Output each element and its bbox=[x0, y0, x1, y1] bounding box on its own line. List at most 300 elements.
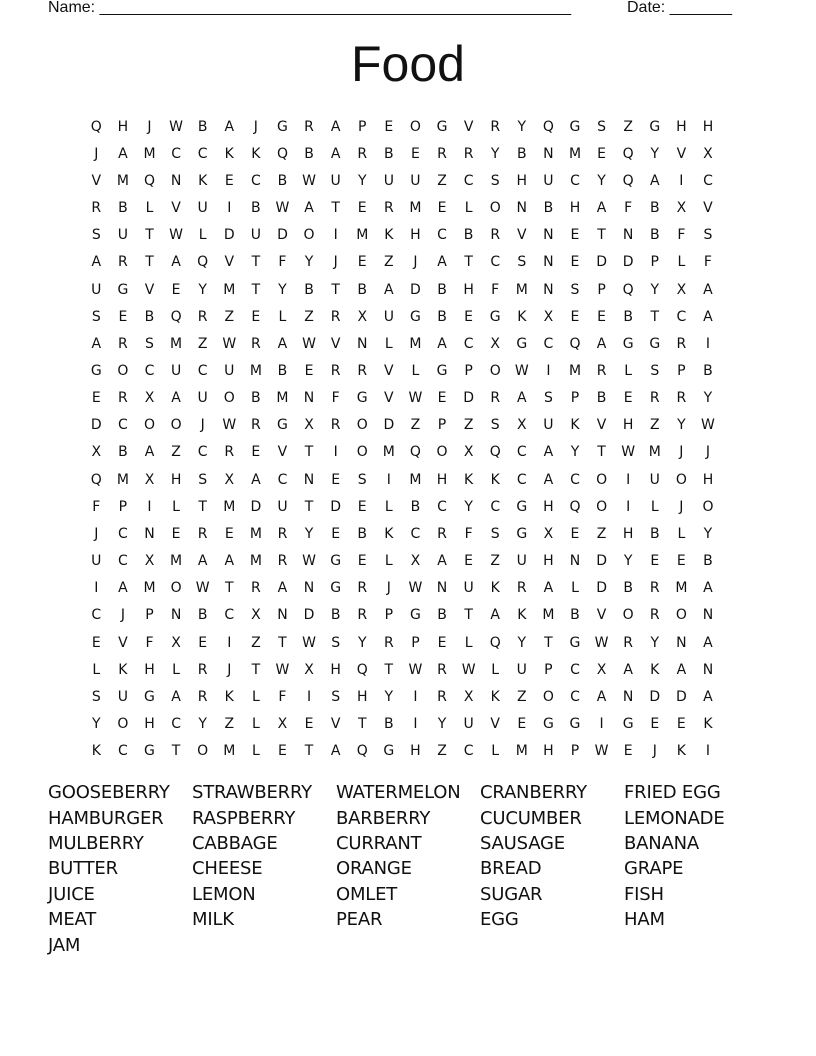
grid-letter: D bbox=[596, 580, 607, 597]
grid-letter: Y bbox=[437, 716, 447, 733]
grid-letter: I bbox=[333, 227, 338, 244]
grid-letter: H bbox=[117, 118, 129, 135]
grid-letter: B bbox=[384, 716, 394, 733]
grid-letter: O bbox=[223, 390, 235, 407]
word-list-item: BANANA bbox=[624, 832, 700, 854]
grid-letter: T bbox=[145, 227, 154, 244]
grid-letter: N bbox=[170, 172, 182, 189]
grid-letter: E bbox=[357, 254, 367, 271]
grid-letter: M bbox=[675, 580, 688, 597]
grid-letter: M bbox=[356, 227, 369, 244]
grid-letter: Y bbox=[570, 444, 580, 461]
grid-letter: A bbox=[596, 335, 607, 352]
grid-letter: V bbox=[224, 254, 235, 271]
grid-letter: M bbox=[116, 471, 129, 488]
grid-letter: G bbox=[569, 118, 581, 135]
grid-letter: C bbox=[118, 417, 128, 434]
grid-letter: J bbox=[333, 254, 338, 271]
word-list-item: MEAT bbox=[48, 909, 97, 931]
grid-letter: R bbox=[357, 145, 368, 162]
grid-letter: N bbox=[543, 227, 554, 244]
grid-letter: K bbox=[650, 661, 660, 678]
grid-letter: Y bbox=[703, 390, 713, 407]
grid-letter: S bbox=[650, 362, 660, 379]
grid-letter: E bbox=[224, 525, 234, 542]
grid-letter: B bbox=[277, 362, 288, 379]
grid-letter: G bbox=[622, 335, 634, 352]
grid-letter: X bbox=[517, 417, 527, 434]
grid-letter: E bbox=[171, 281, 181, 298]
word-list-item: PEAR bbox=[336, 909, 383, 931]
word-list-item: FISH bbox=[624, 883, 664, 905]
grid-letter: Y bbox=[304, 254, 314, 271]
grid-letter: R bbox=[250, 580, 261, 597]
grid-letter: A bbox=[703, 580, 713, 597]
grid-letter: R bbox=[490, 118, 501, 135]
grid-letter: N bbox=[303, 390, 315, 407]
grid-letter: U bbox=[277, 498, 288, 515]
grid-letter: H bbox=[144, 661, 155, 678]
grid-letter: M bbox=[143, 580, 156, 597]
grid-letter: K bbox=[224, 145, 234, 162]
grid-letter: Q bbox=[409, 444, 421, 461]
grid-letter: A bbox=[596, 688, 607, 705]
grid-row bbox=[83, 412, 721, 439]
grid-letter: U bbox=[91, 281, 102, 298]
grid-letter: O bbox=[197, 743, 209, 760]
grid-letter: J bbox=[679, 444, 684, 461]
grid-letter: C bbox=[197, 145, 208, 162]
grid-letter: V bbox=[384, 390, 394, 407]
grid-letter: Q bbox=[489, 444, 501, 461]
grid-letter: T bbox=[251, 661, 261, 678]
grid-letter: A bbox=[91, 335, 102, 352]
grid-letter: B bbox=[623, 308, 633, 325]
grid-letter: O bbox=[702, 498, 714, 515]
grid-letter: A bbox=[277, 580, 288, 597]
grid-letter: P bbox=[650, 254, 659, 271]
grid-letter: R bbox=[490, 227, 501, 244]
grid-letter: A bbox=[277, 335, 288, 352]
grid-letter: T bbox=[304, 444, 314, 461]
grid-letter: Z bbox=[197, 335, 208, 352]
grid-row bbox=[83, 466, 721, 493]
grid-letter: P bbox=[570, 743, 580, 760]
grid-letter: Q bbox=[90, 118, 102, 135]
grid-letter: X bbox=[144, 553, 155, 570]
grid-letter: N bbox=[622, 227, 634, 244]
grid-letter: H bbox=[622, 417, 634, 434]
grid-letter: S bbox=[91, 308, 101, 325]
grid-letter: M bbox=[249, 525, 262, 542]
grid-row bbox=[83, 194, 721, 221]
grid-letter: R bbox=[330, 362, 341, 379]
word-list-item: STRAWBERRY bbox=[192, 782, 312, 804]
grid-letter: Q bbox=[489, 634, 501, 651]
grid-letter: A bbox=[171, 254, 181, 271]
grid-letter: O bbox=[675, 607, 687, 624]
grid-letter: E bbox=[623, 743, 633, 760]
grid-letter: G bbox=[649, 118, 661, 135]
grid-letter: S bbox=[91, 688, 101, 705]
grid-letter: S bbox=[145, 335, 154, 352]
grid-letter: Y bbox=[517, 634, 527, 651]
letter-grid bbox=[83, 113, 721, 765]
word-list-row bbox=[48, 932, 768, 957]
grid-letter: M bbox=[276, 390, 289, 407]
grid-letter: T bbox=[464, 254, 473, 271]
grid-letter: E bbox=[597, 145, 606, 162]
grid-letter: M bbox=[382, 444, 395, 461]
grid-letter: V bbox=[596, 417, 607, 434]
grid-letter: I bbox=[306, 688, 312, 705]
grid-letter: N bbox=[543, 281, 554, 298]
grid-letter: Z bbox=[410, 417, 421, 434]
grid-letter: R bbox=[197, 308, 208, 325]
grid-letter: L bbox=[571, 580, 579, 597]
word-list-item: SUGAR bbox=[480, 883, 543, 905]
page-title: Food bbox=[351, 36, 465, 92]
grid-letter: I bbox=[679, 172, 684, 189]
grid-letter: T bbox=[251, 281, 261, 298]
grid-letter: E bbox=[304, 362, 314, 379]
grid-letter: L bbox=[92, 661, 101, 678]
grid-letter: Y bbox=[357, 634, 367, 651]
grid-letter: Q bbox=[197, 254, 209, 271]
grid-letter: Y bbox=[278, 281, 287, 298]
grid-letter: Z bbox=[463, 417, 474, 434]
grid-letter: A bbox=[330, 145, 341, 162]
grid-letter: A bbox=[91, 254, 102, 271]
grid-letter: I bbox=[333, 444, 338, 461]
grid-letter: D bbox=[90, 417, 102, 434]
grid-letter: U bbox=[383, 308, 394, 325]
grid-letter: H bbox=[436, 471, 448, 488]
grid-letter: R bbox=[118, 335, 128, 352]
grid-letter: O bbox=[409, 118, 421, 135]
grid-letter: I bbox=[413, 716, 418, 733]
grid-letter: U bbox=[117, 688, 129, 705]
grid-letter: O bbox=[117, 362, 129, 379]
grid-letter: V bbox=[596, 607, 607, 624]
grid-letter: W bbox=[222, 417, 237, 434]
grid-letter: J bbox=[120, 607, 125, 624]
grid-letter: O bbox=[489, 362, 501, 379]
grid-letter: U bbox=[649, 471, 660, 488]
grid-letter: A bbox=[703, 281, 713, 298]
grid-letter: E bbox=[278, 743, 287, 760]
grid-letter: O bbox=[436, 444, 448, 461]
grid-letter: E bbox=[570, 227, 580, 244]
name-field-label: Name: _____________________________________________________ bbox=[48, 0, 572, 16]
grid-letter: E bbox=[171, 525, 181, 542]
grid-letter: Q bbox=[622, 172, 634, 189]
grid-letter: L bbox=[251, 688, 260, 705]
grid-letter: N bbox=[569, 553, 581, 570]
grid-letter: L bbox=[491, 661, 500, 678]
grid-letter: J bbox=[652, 743, 657, 760]
grid-letter: T bbox=[278, 634, 287, 651]
grid-letter: X bbox=[463, 688, 474, 705]
grid-row bbox=[83, 249, 721, 276]
grid-letter: M bbox=[249, 362, 262, 379]
grid-letter: C bbox=[144, 362, 155, 379]
grid-letter: P bbox=[145, 607, 154, 624]
grid-letter: R bbox=[623, 634, 634, 651]
word-list-row bbox=[48, 856, 768, 881]
grid-letter: I bbox=[599, 716, 604, 733]
grid-letter: X bbox=[543, 308, 554, 325]
grid-letter: U bbox=[224, 362, 235, 379]
grid-letter: F bbox=[491, 281, 500, 298]
grid-letter: P bbox=[118, 498, 128, 515]
word-list-item: LEMONADE bbox=[624, 807, 725, 829]
grid-row bbox=[83, 548, 721, 575]
grid-letter: Y bbox=[304, 525, 314, 542]
grid-letter: X bbox=[304, 417, 314, 434]
grid-letter: L bbox=[278, 308, 287, 325]
grid-letter: C bbox=[171, 145, 181, 162]
grid-letter: B bbox=[649, 525, 660, 542]
grid-letter: R bbox=[383, 200, 394, 217]
grid-letter: I bbox=[705, 335, 711, 352]
grid-letter: E bbox=[251, 444, 261, 461]
grid-letter: K bbox=[517, 607, 527, 624]
grid-letter: V bbox=[384, 362, 394, 379]
grid-letter: G bbox=[144, 743, 155, 760]
grid-letter: B bbox=[437, 308, 447, 325]
grid-letter: G bbox=[90, 362, 102, 379]
grid-letter: C bbox=[437, 227, 447, 244]
grid-letter: B bbox=[463, 227, 474, 244]
grid-letter: A bbox=[118, 145, 128, 162]
grid-letter: X bbox=[144, 390, 155, 407]
grid-letter: S bbox=[490, 172, 500, 189]
word-list-item: MILK bbox=[192, 909, 234, 931]
word-list-item: CUCUMBER bbox=[480, 807, 582, 829]
grid-letter: D bbox=[649, 688, 661, 705]
grid-letter: J bbox=[147, 118, 152, 135]
grid-letter: O bbox=[489, 200, 501, 217]
grid-letter: R bbox=[330, 308, 341, 325]
grid-letter: H bbox=[463, 281, 474, 298]
grid-letter: R bbox=[383, 634, 394, 651]
grid-letter: Y bbox=[703, 525, 713, 542]
grid-letter: J bbox=[413, 254, 418, 271]
grid-row bbox=[83, 140, 721, 167]
grid-letter: T bbox=[224, 580, 234, 597]
grid-letter: P bbox=[358, 118, 367, 135]
grid-letter: X bbox=[91, 444, 102, 461]
word-list-item: BARBERRY bbox=[336, 807, 431, 829]
grid-letter: E bbox=[623, 390, 633, 407]
grid-letter: Z bbox=[171, 444, 181, 461]
grid-letter: O bbox=[143, 417, 155, 434]
grid-letter: Q bbox=[569, 335, 581, 352]
grid-row bbox=[83, 656, 721, 683]
grid-letter: G bbox=[516, 525, 528, 542]
grid-letter: O bbox=[170, 417, 182, 434]
word-list-item: ORANGE bbox=[336, 858, 412, 880]
grid-row bbox=[83, 439, 721, 466]
grid-letter: R bbox=[250, 335, 261, 352]
grid-letter: Y bbox=[623, 553, 633, 570]
grid-letter: A bbox=[543, 471, 554, 488]
grid-letter: W bbox=[302, 172, 316, 189]
grid-letter: K bbox=[384, 525, 394, 542]
grid-letter: E bbox=[517, 716, 527, 733]
grid-letter: P bbox=[411, 634, 420, 651]
grid-letter: O bbox=[675, 471, 687, 488]
grid-letter: P bbox=[677, 362, 686, 379]
grid-letter: R bbox=[490, 390, 501, 407]
grid-letter: R bbox=[649, 390, 660, 407]
grid-letter: Q bbox=[356, 743, 368, 760]
grid-letter: H bbox=[702, 118, 714, 135]
grid-letter: D bbox=[410, 281, 421, 298]
grid-letter: Y bbox=[650, 281, 660, 298]
grid-letter: E bbox=[331, 525, 341, 542]
grid-letter: R bbox=[304, 118, 314, 135]
grid-letter: N bbox=[676, 634, 687, 651]
grid-letter: E bbox=[91, 390, 101, 407]
grid-row bbox=[83, 276, 721, 303]
word-list-item: BREAD bbox=[480, 858, 542, 880]
grid-letter: W bbox=[302, 553, 316, 570]
grid-letter: D bbox=[675, 688, 687, 705]
grid-letter: H bbox=[170, 471, 182, 488]
grid-letter: E bbox=[384, 118, 394, 135]
grid-letter: I bbox=[705, 743, 711, 760]
grid-letter: R bbox=[118, 254, 128, 271]
grid-letter: E bbox=[570, 308, 580, 325]
grid-letter: L bbox=[251, 743, 260, 760]
grid-letter: N bbox=[170, 607, 182, 624]
word-list-item: OMLET bbox=[336, 883, 398, 905]
grid-letter: R bbox=[676, 335, 687, 352]
grid-letter: A bbox=[330, 118, 341, 135]
grid-letter: G bbox=[383, 743, 395, 760]
grid-letter: B bbox=[118, 444, 128, 461]
grid-letter: Y bbox=[650, 145, 660, 162]
grid-letter: N bbox=[144, 525, 155, 542]
word-list-item: HAMBURGER bbox=[48, 807, 164, 829]
word-list-item: LEMON bbox=[192, 883, 256, 905]
grid-letter: N bbox=[543, 254, 554, 271]
grid-row bbox=[83, 602, 721, 629]
grid-letter: B bbox=[118, 200, 128, 217]
grid-letter: W bbox=[169, 227, 183, 244]
grid-letter: N bbox=[303, 471, 315, 488]
grid-letter: X bbox=[171, 634, 181, 651]
grid-letter: B bbox=[516, 145, 527, 162]
grid-letter: A bbox=[703, 634, 713, 651]
grid-letter: T bbox=[384, 661, 394, 678]
grid-letter: R bbox=[224, 444, 235, 461]
grid-letter: Y bbox=[490, 145, 500, 162]
grid-letter: B bbox=[330, 607, 341, 624]
grid-letter: B bbox=[649, 200, 660, 217]
grid-letter: M bbox=[223, 498, 236, 515]
grid-letter: C bbox=[463, 172, 474, 189]
grid-letter: U bbox=[197, 200, 208, 217]
grid-letter: G bbox=[569, 634, 581, 651]
grid-row bbox=[83, 222, 721, 249]
grid-letter: X bbox=[490, 335, 500, 352]
grid-letter: T bbox=[650, 308, 660, 325]
grid-letter: U bbox=[543, 417, 554, 434]
grid-letter: D bbox=[330, 498, 342, 515]
grid-letter: T bbox=[597, 444, 606, 461]
word-list-item: BUTTER bbox=[48, 858, 118, 880]
grid-row bbox=[83, 710, 721, 737]
grid-letter: L bbox=[384, 553, 393, 570]
grid-letter: Y bbox=[597, 172, 606, 189]
grid-letter: R bbox=[357, 362, 368, 379]
grid-letter: A bbox=[437, 553, 447, 570]
word-list-item: EGG bbox=[480, 909, 519, 931]
grid-letter: Y bbox=[198, 281, 207, 298]
grid-letter: Z bbox=[490, 553, 500, 570]
grid-letter: X bbox=[676, 281, 687, 298]
grid-letter: H bbox=[569, 200, 581, 217]
grid-letter: G bbox=[489, 308, 501, 325]
grid-letter: E bbox=[224, 172, 234, 189]
grid-letter: T bbox=[357, 716, 367, 733]
grid-letter: J bbox=[705, 444, 711, 461]
grid-letter: V bbox=[463, 118, 474, 135]
grid-letter: T bbox=[544, 634, 553, 651]
grid-letter: O bbox=[542, 688, 554, 705]
grid-letter: B bbox=[197, 118, 208, 135]
grid-letter: C bbox=[516, 444, 527, 461]
grid-letter: M bbox=[223, 281, 236, 298]
word-list-item: JAM bbox=[48, 934, 81, 956]
grid-letter: D bbox=[463, 390, 474, 407]
grid-letter: C bbox=[224, 607, 235, 624]
word-list bbox=[48, 780, 768, 958]
grid-letter: A bbox=[330, 743, 341, 760]
grid-letter: N bbox=[356, 335, 368, 352]
grid-letter: J bbox=[227, 661, 232, 678]
grid-letter: Z bbox=[251, 634, 261, 651]
grid-letter: A bbox=[118, 580, 128, 597]
grid-letter: Z bbox=[224, 716, 235, 733]
grid-letter: E bbox=[251, 308, 261, 325]
grid-letter: J bbox=[200, 417, 205, 434]
grid-row bbox=[83, 167, 721, 194]
grid-letter: H bbox=[622, 525, 634, 542]
grid-letter: Q bbox=[143, 172, 155, 189]
grid-letter: L bbox=[145, 200, 154, 217]
grid-letter: L bbox=[384, 498, 393, 515]
grid-letter: B bbox=[703, 553, 713, 570]
grid-letter: D bbox=[223, 227, 235, 244]
grid-letter: H bbox=[543, 743, 554, 760]
grid-letter: H bbox=[356, 688, 368, 705]
grid-letter: Q bbox=[622, 145, 634, 162]
grid-letter: R bbox=[437, 525, 447, 542]
grid-letter: P bbox=[544, 661, 553, 678]
grid-letter: E bbox=[597, 308, 606, 325]
grid-letter: S bbox=[570, 281, 580, 298]
grid-letter: G bbox=[117, 281, 129, 298]
grid-letter: O bbox=[356, 417, 368, 434]
grid-letter: G bbox=[277, 417, 288, 434]
grid-letter: M bbox=[170, 553, 183, 570]
grid-letter: Q bbox=[569, 498, 581, 515]
grid-letter: A bbox=[224, 553, 235, 570]
